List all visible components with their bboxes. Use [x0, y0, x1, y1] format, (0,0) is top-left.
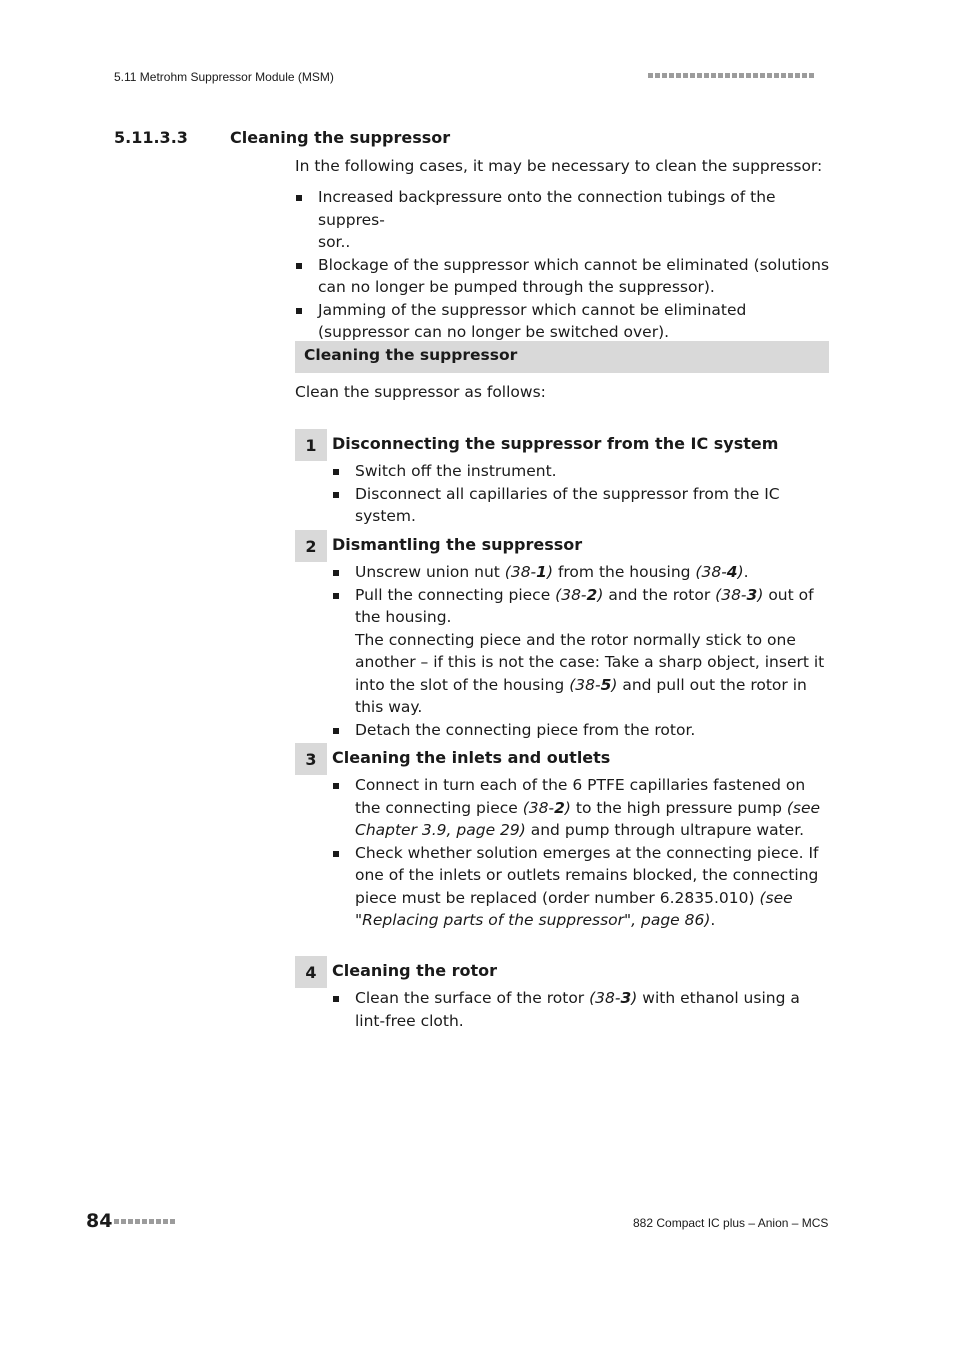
procedure-lead: Clean the suppressor as follows: [295, 383, 546, 401]
page-number: 84 [86, 1210, 113, 1232]
step-list [332, 987, 832, 1032]
step-title: Disconnecting the suppressor from the IC system [332, 434, 779, 453]
list-item: Unscrew union nut (38-1) from the housing (38-4). [332, 561, 832, 584]
list-item: Connect in turn each of the 6 PTFE capillaries fastened on the connecting piece (38-2) to the high pressure pump (see Chapter 3.9, page 29) and pump through ultrapure water. [332, 774, 832, 842]
list-item: Check whether solution emerges at the connecting piece. If one of the inlets or outlets remains blocked, the connecting piece must be replaced (order number 6.2835.010) (see "Replacing parts of the suppressor", page 86). [332, 842, 832, 932]
step-title: Dismantling the suppressor [332, 535, 583, 554]
procedure-title: Cleaning the suppressor [304, 346, 518, 364]
list-item: Disconnect all capillaries of the suppressor from the IC system. [332, 483, 832, 528]
footer-decoration [114, 1219, 175, 1224]
step-number: 1 [295, 429, 327, 461]
step-title: Cleaning the rotor [332, 961, 498, 980]
step-number: 2 [295, 530, 327, 562]
step-number: 3 [295, 743, 327, 775]
intro-paragraph: In the following cases, it may be necessary to clean the suppressor: [295, 157, 823, 175]
header-decoration [648, 73, 814, 78]
list-item: Switch off the instrument. [332, 460, 832, 483]
step-list [332, 460, 832, 528]
step-list [332, 774, 832, 932]
list-item: Increased backpressure onto the connection tubings of the suppres- sor.. [295, 186, 830, 254]
list-item: Clean the surface of the rotor (38-3) with ethanol using a lint-free cloth. [332, 987, 832, 1032]
running-header: 5.11 Metrohm Suppressor Module (MSM) [114, 70, 334, 84]
section-number: 5.11.3.3 [114, 128, 188, 147]
list-item: Jamming of the suppressor which cannot be eliminated (suppressor can no longer be switched over). [295, 299, 830, 344]
step-list [332, 561, 832, 741]
list-item: Detach the connecting piece from the rotor. [332, 719, 832, 742]
footer-product: 882 Compact IC plus – Anion – MCS [633, 1216, 829, 1230]
step-title: Cleaning the inlets and outlets [332, 748, 611, 767]
step-number: 4 [295, 956, 327, 988]
list-item: Pull the connecting piece (38-2) and the rotor (38-3) out of the housing. The connecting piece and the rotor normally stick to one another – if this is not the case: Take a sharp object, insert it into the slot of the housing (38-5) and pull out the rotor in this way. [332, 584, 832, 719]
intro-list [295, 186, 830, 344]
section-title: Cleaning the suppressor [230, 128, 451, 147]
list-item: Blockage of the suppressor which cannot be eliminated (solutions can no longer be pumped through the suppressor). [295, 254, 830, 299]
